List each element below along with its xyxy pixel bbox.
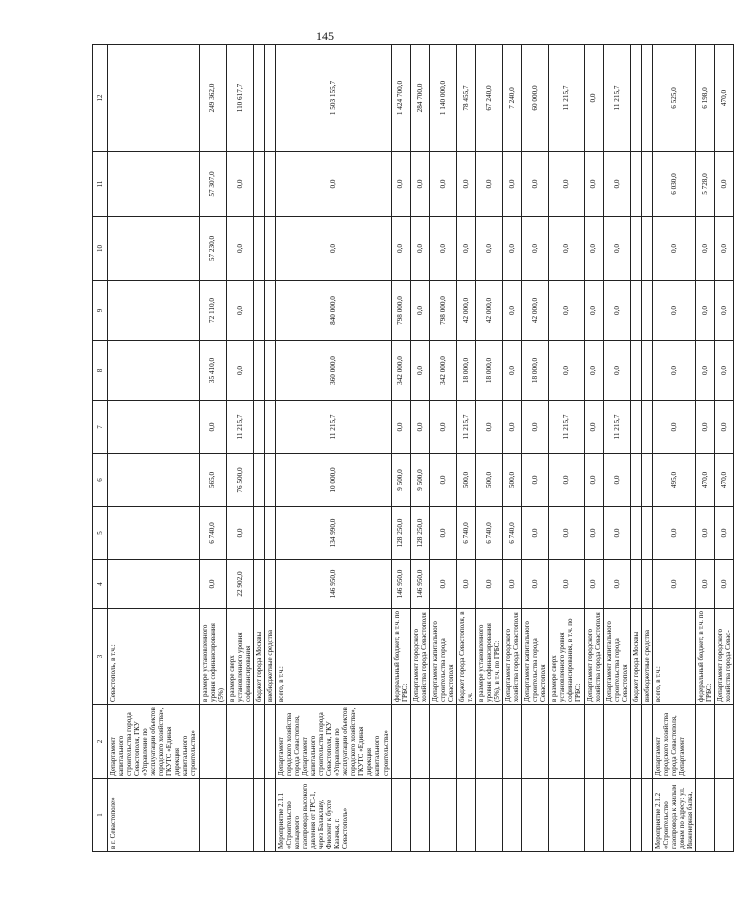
- amount-cell: [108, 45, 200, 152]
- amount-cell: [630, 152, 641, 217]
- amount-cell: [253, 281, 264, 341]
- measure-cell: [456, 779, 475, 852]
- funding-source-cell: бюджет города Москвы: [253, 609, 264, 705]
- funding-source-cell: всего, в т.ч.:: [275, 609, 391, 705]
- funding-source-cell: Департамент городского хозяйства города Севастополя: [584, 609, 603, 705]
- measure-cell: [391, 779, 410, 852]
- executor-cell: Департамент городского хозяйства города Севастополя, Департамент: [652, 705, 695, 779]
- amount-cell: 6 740,0: [475, 507, 502, 560]
- executor-cell: [253, 705, 264, 779]
- amount-cell: [630, 341, 641, 401]
- amount-cell: 0,0: [696, 341, 715, 401]
- table-row: [584, 45, 603, 852]
- executor-cell: [410, 705, 429, 779]
- amount-cell: 0,0: [603, 341, 630, 401]
- executor-cell: [603, 705, 630, 779]
- amount-cell: 500,0: [456, 454, 475, 507]
- funding-source-cell: в размере установленного уровня софинансирования (5%): [199, 609, 226, 705]
- table-row: [275, 45, 391, 852]
- measure-cell: [410, 779, 429, 852]
- amount-cell: 0,0: [456, 152, 475, 217]
- amount-cell: 0,0: [584, 560, 603, 609]
- amount-cell: 500,0: [503, 454, 522, 507]
- column-number: 12: [93, 45, 108, 152]
- amount-cell: 0,0: [503, 281, 522, 341]
- funding-source-cell: Департамент городского хозяйства города Севас-: [715, 609, 734, 705]
- amount-cell: 0,0: [226, 281, 253, 341]
- amount-cell: 0,0: [429, 454, 456, 507]
- amount-cell: 470,0: [715, 454, 734, 507]
- funding-source-cell: Департамент капитального строительства города Севастополя: [429, 609, 456, 705]
- executor-cell: [226, 705, 253, 779]
- column-number: 11: [93, 152, 108, 217]
- amount-cell: [108, 507, 200, 560]
- amount-cell: 0,0: [503, 341, 522, 401]
- amount-cell: 0,0: [429, 507, 456, 560]
- amount-cell: 9 500,0: [391, 454, 410, 507]
- amount-cell: [641, 401, 652, 454]
- amount-cell: 0,0: [584, 401, 603, 454]
- amount-cell: 342 000,0: [429, 341, 456, 401]
- amount-cell: 11 215,7: [603, 45, 630, 152]
- amount-cell: 146 950,0: [275, 560, 391, 609]
- amount-cell: 0,0: [226, 341, 253, 401]
- amount-cell: 11 215,7: [549, 401, 584, 454]
- amount-cell: 0,0: [391, 401, 410, 454]
- amount-cell: 7 240,0: [503, 45, 522, 152]
- amount-cell: 0,0: [584, 281, 603, 341]
- amount-cell: 0,0: [226, 152, 253, 217]
- column-number: 3: [93, 609, 108, 705]
- table-row: [429, 45, 456, 852]
- table-row: [226, 45, 253, 852]
- amount-cell: 0,0: [503, 217, 522, 281]
- amount-cell: 57 230,0: [199, 217, 226, 281]
- measure-cell: [603, 779, 630, 852]
- amount-cell: 1 503 155,7: [275, 45, 391, 152]
- amount-cell: 0,0: [475, 560, 502, 609]
- amount-cell: 0,0: [456, 560, 475, 609]
- amount-cell: 18 000,0: [522, 341, 549, 401]
- measure-cell: [630, 779, 641, 852]
- amount-cell: 0,0: [603, 507, 630, 560]
- amount-cell: 0,0: [275, 152, 391, 217]
- amount-cell: 0,0: [696, 507, 715, 560]
- amount-cell: 0,0: [584, 341, 603, 401]
- rotated-table-wrapper: [92, 45, 733, 852]
- amount-cell: [253, 217, 264, 281]
- amount-cell: 798 000,0: [429, 281, 456, 341]
- amount-cell: 495,0: [652, 454, 695, 507]
- amount-cell: 0,0: [410, 401, 429, 454]
- amount-cell: [641, 152, 652, 217]
- executor-cell: Департамент городского хозяйства города Севастополя, Департамент капитального строительства города Севастополя, ГКУ «Управление по эксплуатации объектов городского хозяйства», ГКУТС «Единая дирекция капитального строительства»: [275, 705, 391, 779]
- executor-cell: [630, 705, 641, 779]
- amount-cell: 0,0: [584, 45, 603, 152]
- executor-cell: Департамент капитального строительства города Севастополя, ГКУ «Управление по эксплуатации объектов городского хозяйства», ГКУТС «Единая дирекция капитального строительства»: [108, 705, 200, 779]
- amount-cell: 0,0: [584, 507, 603, 560]
- amount-cell: [264, 454, 275, 507]
- amount-cell: 128 250,0: [410, 507, 429, 560]
- amount-cell: [108, 152, 200, 217]
- measure-cell: [549, 779, 584, 852]
- column-number: 1: [93, 779, 108, 852]
- amount-cell: 0,0: [584, 217, 603, 281]
- measure-cell: [503, 779, 522, 852]
- amount-cell: 11 215,7: [456, 401, 475, 454]
- executor-cell: [475, 705, 502, 779]
- amount-cell: 6 525,0: [652, 45, 695, 152]
- amount-cell: 0,0: [391, 152, 410, 217]
- amount-cell: 10 000,0: [275, 454, 391, 507]
- table-row: [641, 45, 652, 852]
- amount-cell: 360 000,0: [275, 341, 391, 401]
- measure-cell: [715, 779, 734, 852]
- amount-cell: 5 728,0: [696, 152, 715, 217]
- amount-cell: [630, 560, 641, 609]
- amount-cell: 6 740,0: [503, 507, 522, 560]
- amount-cell: [108, 281, 200, 341]
- amount-cell: 42 000,0: [522, 281, 549, 341]
- table-row: [264, 45, 275, 852]
- amount-cell: [264, 341, 275, 401]
- amount-cell: 0,0: [652, 281, 695, 341]
- amount-cell: 0,0: [429, 401, 456, 454]
- table-row: [410, 45, 429, 852]
- amount-cell: 0,0: [503, 401, 522, 454]
- amount-cell: 0,0: [715, 152, 734, 217]
- amount-cell: 0,0: [652, 507, 695, 560]
- executor-cell: [429, 705, 456, 779]
- measure-cell: [475, 779, 502, 852]
- amount-cell: [108, 341, 200, 401]
- measure-cell: [696, 779, 715, 852]
- column-number: 9: [93, 281, 108, 341]
- amount-cell: 18 000,0: [475, 341, 502, 401]
- amount-cell: 1 424 700,0: [391, 45, 410, 152]
- funding-source-cell: бюджет города Москвы: [630, 609, 641, 705]
- measure-cell: [226, 779, 253, 852]
- amount-cell: [253, 152, 264, 217]
- amount-cell: 0,0: [603, 281, 630, 341]
- budget-table: [92, 44, 734, 852]
- amount-cell: [253, 560, 264, 609]
- amount-cell: 0,0: [549, 507, 584, 560]
- amount-cell: 146 950,0: [391, 560, 410, 609]
- amount-cell: [630, 281, 641, 341]
- amount-cell: 0,0: [503, 152, 522, 217]
- amount-cell: 0,0: [715, 217, 734, 281]
- amount-cell: 6 030,0: [652, 152, 695, 217]
- amount-cell: [253, 454, 264, 507]
- amount-cell: 0,0: [696, 217, 715, 281]
- amount-cell: [641, 560, 652, 609]
- amount-cell: 67 240,0: [475, 45, 502, 152]
- amount-cell: 35 410,0: [199, 341, 226, 401]
- amount-cell: 0,0: [549, 560, 584, 609]
- amount-cell: 22 902,0: [226, 560, 253, 609]
- amount-cell: 72 110,0: [199, 281, 226, 341]
- amount-cell: 500,0: [475, 454, 502, 507]
- amount-cell: [253, 401, 264, 454]
- amount-cell: 0,0: [715, 341, 734, 401]
- amount-cell: [264, 507, 275, 560]
- funding-source-cell: федеральный бюджет, в т.ч. по ГРБС:: [696, 609, 715, 705]
- amount-cell: 0,0: [522, 560, 549, 609]
- measure-cell: [641, 779, 652, 852]
- column-number: 7: [93, 401, 108, 454]
- amount-cell: 470,0: [715, 45, 734, 152]
- amount-cell: 0,0: [410, 152, 429, 217]
- amount-cell: [264, 281, 275, 341]
- funding-source-cell: бюджет города Севастополя, в т.ч.: [456, 609, 475, 705]
- funding-source-cell: Севастополь, в т.ч.:: [108, 609, 200, 705]
- amount-cell: [630, 401, 641, 454]
- funding-source-cell: Департамент городского хозяйства города Севастополя: [503, 609, 522, 705]
- amount-cell: [630, 507, 641, 560]
- amount-cell: [641, 217, 652, 281]
- executor-cell: [584, 705, 603, 779]
- amount-cell: 565,0: [199, 454, 226, 507]
- funding-source-cell: Департамент капитального строительства города Севастополя: [522, 609, 549, 705]
- table-row: [603, 45, 630, 852]
- funding-source-cell: внебюджетные средства: [264, 609, 275, 705]
- executor-cell: [503, 705, 522, 779]
- funding-source-cell: всего, в т.ч.:: [652, 609, 695, 705]
- amount-cell: 0,0: [696, 401, 715, 454]
- amount-cell: 0,0: [652, 401, 695, 454]
- measure-cell: [253, 779, 264, 852]
- amount-cell: [641, 45, 652, 152]
- executor-cell: [696, 705, 715, 779]
- amount-cell: 0,0: [715, 507, 734, 560]
- amount-cell: 342 000,0: [391, 341, 410, 401]
- amount-cell: 284 700,0: [410, 45, 429, 152]
- amount-cell: 0,0: [475, 401, 502, 454]
- amount-cell: [264, 45, 275, 152]
- table-row: [108, 45, 200, 852]
- amount-cell: 0,0: [696, 560, 715, 609]
- amount-cell: 0,0: [715, 281, 734, 341]
- amount-cell: [264, 217, 275, 281]
- column-number: 8: [93, 341, 108, 401]
- amount-cell: 9 500,0: [410, 454, 429, 507]
- amount-cell: 0,0: [226, 507, 253, 560]
- executor-cell: [199, 705, 226, 779]
- amount-cell: [108, 401, 200, 454]
- amount-cell: 0,0: [603, 152, 630, 217]
- column-number: 2: [93, 705, 108, 779]
- amount-cell: 6 740,0: [456, 507, 475, 560]
- funding-source-cell: в размере сверх установленного уровня софинансирования, в т.ч. по ГРБС:: [549, 609, 584, 705]
- amount-cell: 42 000,0: [456, 281, 475, 341]
- amount-cell: [264, 560, 275, 609]
- amount-cell: 0,0: [549, 281, 584, 341]
- amount-cell: 0,0: [391, 217, 410, 281]
- page-number: 145: [316, 29, 334, 43]
- amount-cell: 0,0: [410, 281, 429, 341]
- table-row: [503, 45, 522, 852]
- amount-cell: 0,0: [226, 217, 253, 281]
- amount-cell: 6 740,0: [199, 507, 226, 560]
- amount-cell: 6 198,0: [696, 45, 715, 152]
- measure-cell: [199, 779, 226, 852]
- funding-source-cell: внебюджетные средства: [641, 609, 652, 705]
- amount-cell: 42 000,0: [475, 281, 502, 341]
- amount-cell: [264, 401, 275, 454]
- column-number: 5: [93, 507, 108, 560]
- amount-cell: 0,0: [522, 454, 549, 507]
- amount-cell: [630, 217, 641, 281]
- amount-cell: [641, 454, 652, 507]
- amount-cell: [108, 560, 200, 609]
- amount-cell: [253, 341, 264, 401]
- measure-cell: Мероприятие 2.1.1 «Строительство кольцевого газопровода высокого давления от ГРС-1, через Балаклаву, Фиолент к бухте Казачья, г. Севастополь»: [275, 779, 391, 852]
- amount-cell: 0,0: [584, 454, 603, 507]
- amount-cell: 0,0: [652, 560, 695, 609]
- measure-cell: [522, 779, 549, 852]
- table-row: [456, 45, 475, 852]
- funding-source-cell: Департамент капитального строительства города Севастополя: [603, 609, 630, 705]
- table-row: [715, 45, 734, 852]
- table-row: [475, 45, 502, 852]
- amount-cell: 134 990,0: [275, 507, 391, 560]
- amount-cell: 798 000,0: [391, 281, 410, 341]
- amount-cell: 0,0: [549, 454, 584, 507]
- measure-cell: [429, 779, 456, 852]
- amount-cell: 0,0: [199, 401, 226, 454]
- measure-cell: [584, 779, 603, 852]
- table-row: [253, 45, 264, 852]
- amount-cell: 0,0: [275, 217, 391, 281]
- amount-cell: 0,0: [715, 560, 734, 609]
- amount-cell: [641, 507, 652, 560]
- funding-source-cell: в размере установленного уровня софинансирования (5%), в т.ч. по ГРБС:: [475, 609, 502, 705]
- amount-cell: 0,0: [652, 217, 695, 281]
- executor-cell: [549, 705, 584, 779]
- amount-cell: [253, 507, 264, 560]
- amount-cell: 0,0: [696, 281, 715, 341]
- amount-cell: [641, 341, 652, 401]
- amount-cell: [108, 217, 200, 281]
- executor-cell: [264, 705, 275, 779]
- amount-cell: 11 215,7: [226, 401, 253, 454]
- amount-cell: 57 307,0: [199, 152, 226, 217]
- amount-cell: 0,0: [603, 560, 630, 609]
- executor-cell: [391, 705, 410, 779]
- amount-cell: 470,0: [696, 454, 715, 507]
- amount-cell: 0,0: [652, 341, 695, 401]
- executor-cell: [456, 705, 475, 779]
- amount-cell: 11 215,7: [603, 401, 630, 454]
- amount-cell: 110 617,7: [226, 45, 253, 152]
- amount-cell: 0,0: [429, 560, 456, 609]
- measure-cell: в г. Севастополе»: [108, 779, 200, 852]
- table-row: [522, 45, 549, 852]
- table-row: [391, 45, 410, 852]
- funding-source-cell: Департамент городского хозяйства города Севастополя: [410, 609, 429, 705]
- amount-cell: 76 500,0: [226, 454, 253, 507]
- amount-cell: 0,0: [549, 152, 584, 217]
- executor-cell: [715, 705, 734, 779]
- amount-cell: 128 250,0: [391, 507, 410, 560]
- amount-cell: 11 215,7: [275, 401, 391, 454]
- amount-cell: 146 950,0: [410, 560, 429, 609]
- amount-cell: [108, 454, 200, 507]
- amount-cell: 0,0: [429, 217, 456, 281]
- amount-cell: 0,0: [522, 217, 549, 281]
- measure-cell: [264, 779, 275, 852]
- amount-cell: 0,0: [522, 152, 549, 217]
- measure-cell: Мероприятие 2.1.2 «Строительство газопровода к жилым домам по адресу: ул. Инженерная балка,: [652, 779, 695, 852]
- amount-cell: 0,0: [549, 341, 584, 401]
- amount-cell: [253, 45, 264, 152]
- amount-cell: 0,0: [603, 217, 630, 281]
- table-row: [630, 45, 641, 852]
- amount-cell: 78 455,7: [456, 45, 475, 152]
- amount-cell: 18 000,0: [456, 341, 475, 401]
- amount-cell: 0,0: [475, 152, 502, 217]
- table-row: [549, 45, 584, 852]
- amount-cell: 60 000,0: [522, 45, 549, 152]
- table-row: [696, 45, 715, 852]
- amount-cell: 840 000,0: [275, 281, 391, 341]
- amount-cell: 0,0: [549, 217, 584, 281]
- amount-cell: [630, 454, 641, 507]
- amount-cell: 11 215,7: [549, 45, 584, 152]
- column-number: 10: [93, 217, 108, 281]
- executor-cell: [522, 705, 549, 779]
- amount-cell: [641, 281, 652, 341]
- table-body: [108, 45, 734, 852]
- amount-cell: 249 362,0: [199, 45, 226, 152]
- column-number-row: [93, 45, 108, 852]
- amount-cell: 0,0: [410, 217, 429, 281]
- amount-cell: 0,0: [456, 217, 475, 281]
- executor-cell: [641, 705, 652, 779]
- amount-cell: [630, 45, 641, 152]
- amount-cell: [264, 152, 275, 217]
- amount-cell: 0,0: [475, 217, 502, 281]
- amount-cell: 0,0: [584, 152, 603, 217]
- table-row: [199, 45, 226, 852]
- amount-cell: 0,0: [429, 152, 456, 217]
- amount-cell: 0,0: [603, 454, 630, 507]
- amount-cell: 0,0: [503, 560, 522, 609]
- amount-cell: 0,0: [715, 401, 734, 454]
- amount-cell: 0,0: [522, 401, 549, 454]
- funding-source-cell: в размере сверх установленного уровня софинансирования: [226, 609, 253, 705]
- amount-cell: 0,0: [199, 560, 226, 609]
- amount-cell: 0,0: [522, 507, 549, 560]
- column-number: 4: [93, 560, 108, 609]
- funding-source-cell: федеральный бюджет, в т.ч. по ГРБС:: [391, 609, 410, 705]
- table-row: [652, 45, 695, 852]
- amount-cell: 1 140 000,0: [429, 45, 456, 152]
- amount-cell: 0,0: [410, 341, 429, 401]
- column-number: 6: [93, 454, 108, 507]
